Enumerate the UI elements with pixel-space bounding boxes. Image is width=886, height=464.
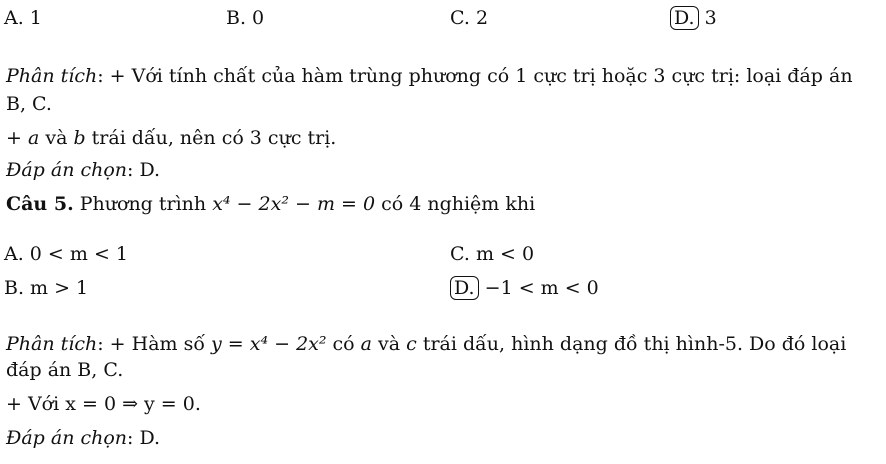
q4-analysis-line1 <box>6 64 853 88</box>
q5-analysis-mid1: có <box>326 333 361 355</box>
q5-answer <box>6 426 160 450</box>
q5-stem-math: x⁴ − 2x² − m = 0 <box>212 193 376 215</box>
q4-analysis-line2: B, C. <box>6 93 52 115</box>
q5-stem <box>6 192 535 216</box>
q4-analysis-line3 <box>6 126 336 150</box>
q5-analysis-math: y = x⁴ − 2x² <box>211 333 327 355</box>
q4-analysis-text1: : + Với tính chất của hàm trùng phương có 1 cực trị hoặc 3 cực trị: loại đáp án <box>97 65 853 87</box>
q4-analysis-label: Phân tích <box>6 65 98 87</box>
q5-analysis-mid2: và <box>371 333 407 355</box>
q4-var-b: b <box>73 127 86 149</box>
q5-analysis-line3: + Với x = 0 ⇒ y = 0. <box>6 393 201 415</box>
q5-analysis-pre: : + Hàm số <box>97 333 211 355</box>
q5-title: Câu 5. <box>6 193 74 215</box>
q5-analysis-label: Phân tích <box>6 333 98 355</box>
q4-option-d <box>670 6 717 30</box>
q4-answer-label: Đáp án chọn <box>6 159 128 181</box>
q5-stem-post: có 4 nghiệm khi <box>375 193 536 215</box>
q5-analysis-line1 <box>6 332 846 356</box>
q4-analysis-line3-pre: + <box>6 127 28 149</box>
q4-analysis-line3-post: trái dấu, nên có 3 cực trị. <box>85 127 337 149</box>
q4-option-d-value: 3 <box>704 7 717 29</box>
q5-analysis-post: trái dấu, hình dạng đồ thị hình-5. Do đó loại <box>416 333 847 355</box>
q5-option-a: A. 0 < m < 1 <box>4 243 128 265</box>
q5-option-d-label: D. <box>450 276 479 300</box>
q4-analysis-line3-mid: và <box>39 127 74 149</box>
q5-option-b: B. m > 1 <box>4 277 89 299</box>
q4-option-a: A. 1 <box>4 7 42 29</box>
q5-option-d <box>450 276 599 300</box>
q5-option-c: C. m < 0 <box>450 243 535 265</box>
q5-answer-value: : D. <box>127 427 161 449</box>
q4-answer-value: : D. <box>127 159 161 181</box>
q5-var-a: a <box>360 333 372 355</box>
q5-option-d-value: −1 < m < 0 <box>484 277 599 299</box>
q5-answer-label: Đáp án chọn <box>6 427 128 449</box>
q5-stem-pre: Phương trình <box>73 193 213 215</box>
q4-option-c: C. 2 <box>450 7 489 29</box>
q4-option-b: B. 0 <box>226 7 265 29</box>
q5-var-c: c <box>406 333 417 355</box>
q4-option-d-label: D. <box>670 6 699 30</box>
q5-analysis-line2: đáp án B, C. <box>6 359 124 381</box>
q4-var-a: a <box>27 127 40 149</box>
q4-answer <box>6 158 160 182</box>
